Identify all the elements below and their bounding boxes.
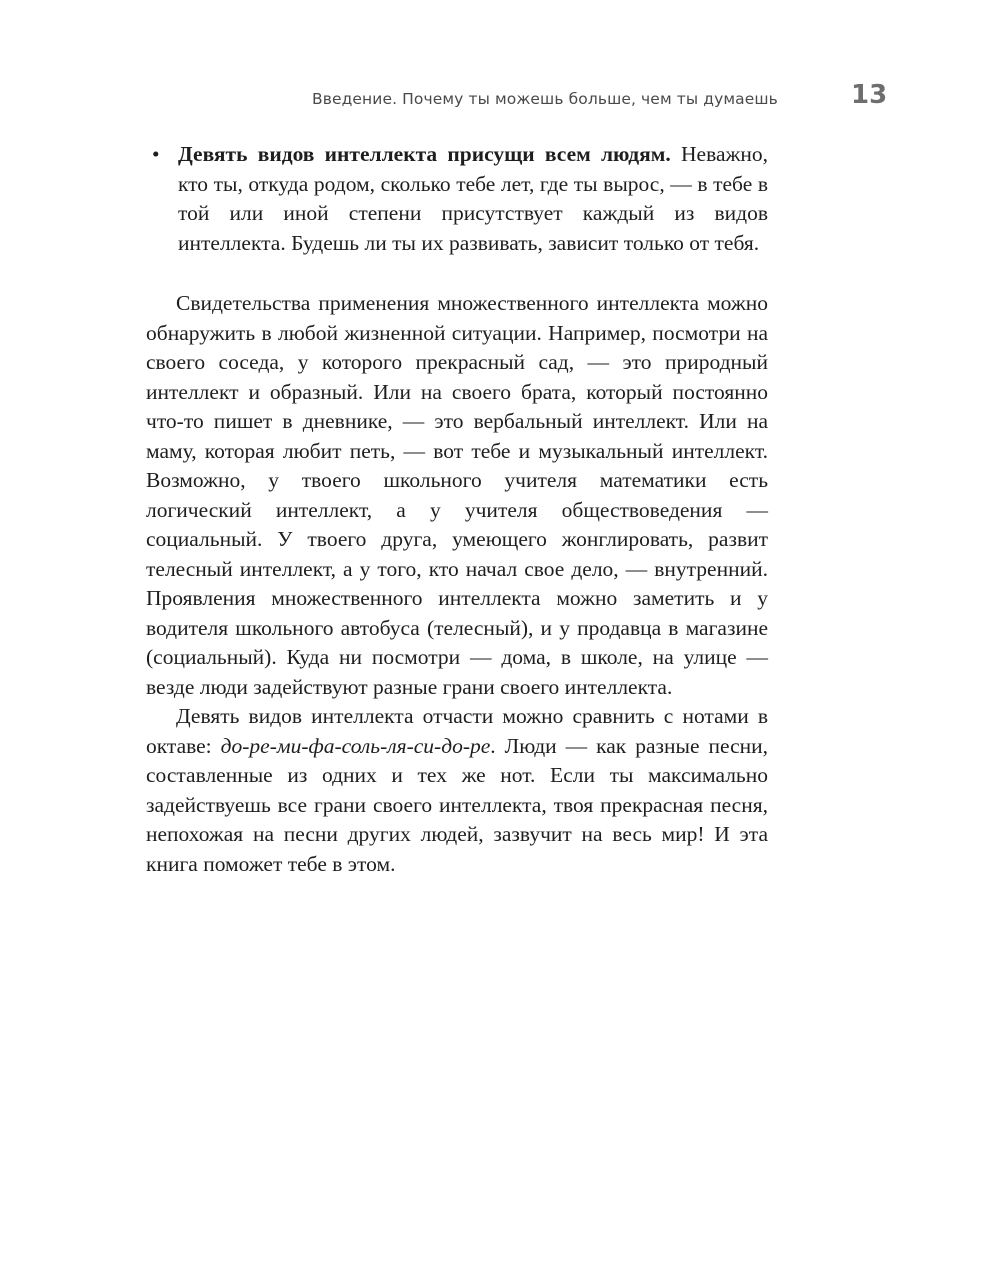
page-number: 13 [851,80,888,110]
paragraph-2 [146,702,768,879]
bullet-marker: • [152,142,160,166]
body-text [146,140,768,879]
paragraph-1: Свидетельства применения множественного интеллекта можно обнаружить в любой жизненной ситуации. Например, посмотри на своего соседа, у которого прекрасный сад, — это природный интеллект и образный. Или на своего брата, который постоянно что-то пишет в дневнике, — это вербальный интеллект. Или на маму, которая любит петь, — вот тебе и музыкальный интеллект. Возможно, у твоего школьного учителя математики есть логический интеллект, а у учителя обществоведения — социальный. У твоего друга, умеющего жонглировать, развит телесный интеллект, а у того, кто начал свое дело, — внутренний. Проявления множественного интеллекта можно заметить и у водителя школьного автобуса (телесный), и у продавца в магазине (социальный). Куда ни посмотри — дома, в школе, на улице — везде люди задействуют разные грани своего интеллекта. [146,291,768,699]
running-title: Введение. Почему ты можешь больше, чем ты думаешь [312,90,778,108]
bullet-item [146,140,768,258]
paragraph-2-italic-notes: до-ре-ми-фа-соль-ля-си-до-ре [220,733,491,758]
bullet-body-text: Неважно, кто ты, откуда родом, сколько тебе лет, где ты вырос, — в тебе в той или иной степени присутствует каждый из видов интеллекта. Будешь ли ты их развивать, зависит только от тебя. [178,142,768,255]
bullet-lead-text: Девять видов интеллекта присущи всем людям. [178,142,671,166]
paragraph-2-start: Девять видов интеллекта отчасти можно сравнить с нотами в октаве: [146,704,768,758]
paragraph-2-end: . Люди — как разные песни, составленные из одних и тех же нот. Если ты максимально задействуешь все грани своего интеллекта, твоя прекрасная песня, непохожая на песни других людей, зазвучит на весь мир! И эта книга поможет тебе в этом. [146,733,768,876]
